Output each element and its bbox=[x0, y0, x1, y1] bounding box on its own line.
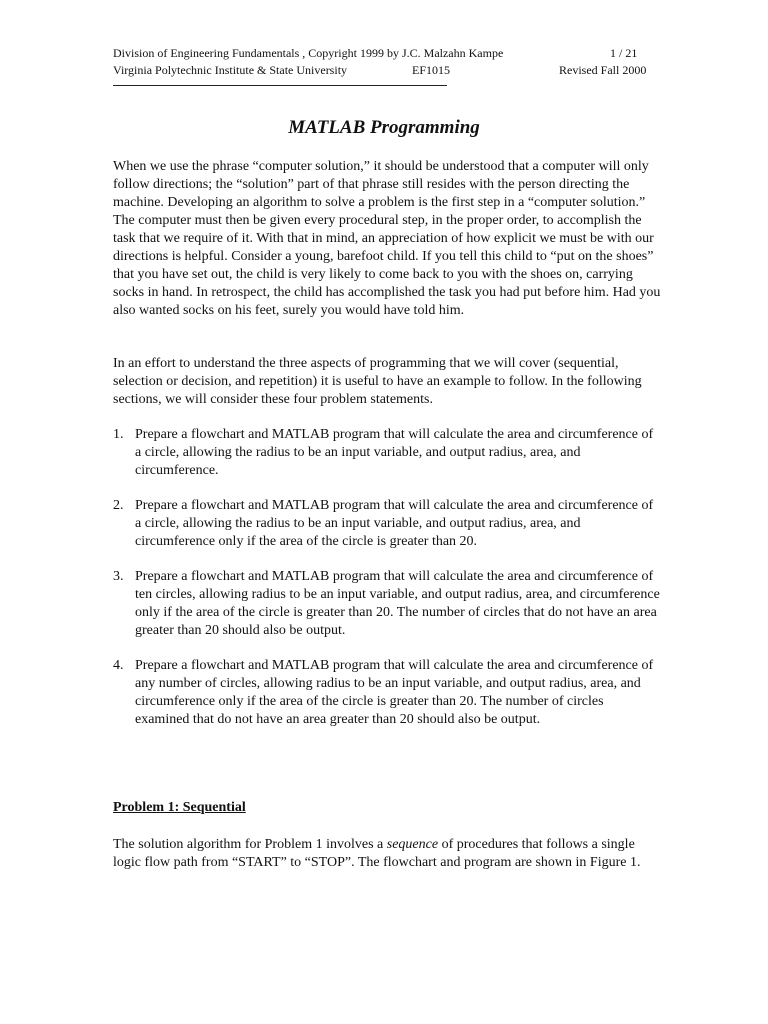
second-paragraph bbox=[113, 355, 661, 409]
section-paragraph-emphasis: sequence bbox=[386, 837, 439, 852]
section-paragraph bbox=[113, 836, 661, 872]
second-paragraph-text: In an effort to understand the three aspects of programming that we will cover (sequential, selection or decision, and repetition) it is useful to have an example to follow. In the following sections, we will consider these four problem statements. bbox=[113, 356, 642, 407]
page-title: MATLAB Programming bbox=[288, 117, 480, 138]
intro-paragraph-text: When we use the phrase “computer solution,” it should be understood that a computer will only follow directions; the “solution” part of that phrase still resides with the person directing the machine. Developing an algorithm to solve a problem is the first step in a “computer solution.” The computer must then be given every procedural step, in the proper order, to accomplish the task that we require of it. With that in mind, an appreciation of how explicit we must be with our directions is helpful. Consider a young, barefoot child. If you tell this child to “put on the shoes” that you have set out, the child is very likely to come back to you with the shoes on, carrying socks in hand. In retrospect, the child has accomplished the task you had put before him. Had you also wanted socks on his feet, surely you would have told him. bbox=[113, 159, 661, 318]
problem-text: Prepare a flowchart and MATLAB program that will calculate the area and circumference of a circle, allowing the radius to be an input variable, and output radius, area, and circumference. bbox=[135, 427, 654, 478]
header-revised: Revised Fall 2000 bbox=[559, 63, 647, 77]
problem-text: Prepare a flowchart and MATLAB program that will calculate the area and circumference of a circle, allowing the radius to be an input variable, and output radius, area, and circumference only if the area of the circle is greater than 20. bbox=[135, 498, 654, 549]
header-divider bbox=[113, 85, 447, 86]
problem-number: 3. bbox=[113, 569, 124, 584]
section-paragraph-after: of procedures that follows a single logic flow path from “START” to “STOP”. The flowchart and program are shown in Figure 1. bbox=[113, 837, 641, 870]
section-paragraph-before: The solution algorithm for Problem 1 involves a bbox=[113, 837, 387, 852]
header-affiliation: Division of Engineering Fundamentals , Copyright 1999 by J.C. Malzahn Kampe bbox=[113, 46, 504, 60]
intro-paragraph bbox=[113, 158, 661, 320]
problem-item-2 bbox=[113, 497, 661, 551]
problem-item-4 bbox=[113, 657, 661, 729]
problem-number: 4. bbox=[113, 658, 124, 673]
section-paragraph-text bbox=[113, 836, 661, 872]
problem-item-1 bbox=[113, 426, 661, 480]
header-page-number: 1 / 21 bbox=[610, 46, 638, 60]
problem-number: 1. bbox=[113, 427, 124, 442]
problem-item-3 bbox=[113, 568, 661, 640]
problem-text: Prepare a flowchart and MATLAB program that will calculate the area and circumference of any number of circles, allowing radius to be an input variable, and output radius, area, and circumference only if the area of the circle is greater than 20. The number of circles examined that do not have an area greater than 20 should also be output. bbox=[135, 658, 654, 727]
problem-number: 2. bbox=[113, 498, 124, 513]
header-course-code: EF1015 bbox=[412, 63, 451, 77]
section-heading-problem-1: Problem 1: Sequential bbox=[113, 800, 246, 815]
problem-text: Prepare a flowchart and MATLAB program that will calculate the area and circumference of ten circles, allowing radius to be an input variable, and output radius, area, and circumference only if the area of the circle is greater than 20. The number of circles that do not have an area greater than 20 should also be output. bbox=[135, 569, 660, 638]
header-university: Virginia Polytechnic Institute & State University bbox=[113, 63, 348, 77]
